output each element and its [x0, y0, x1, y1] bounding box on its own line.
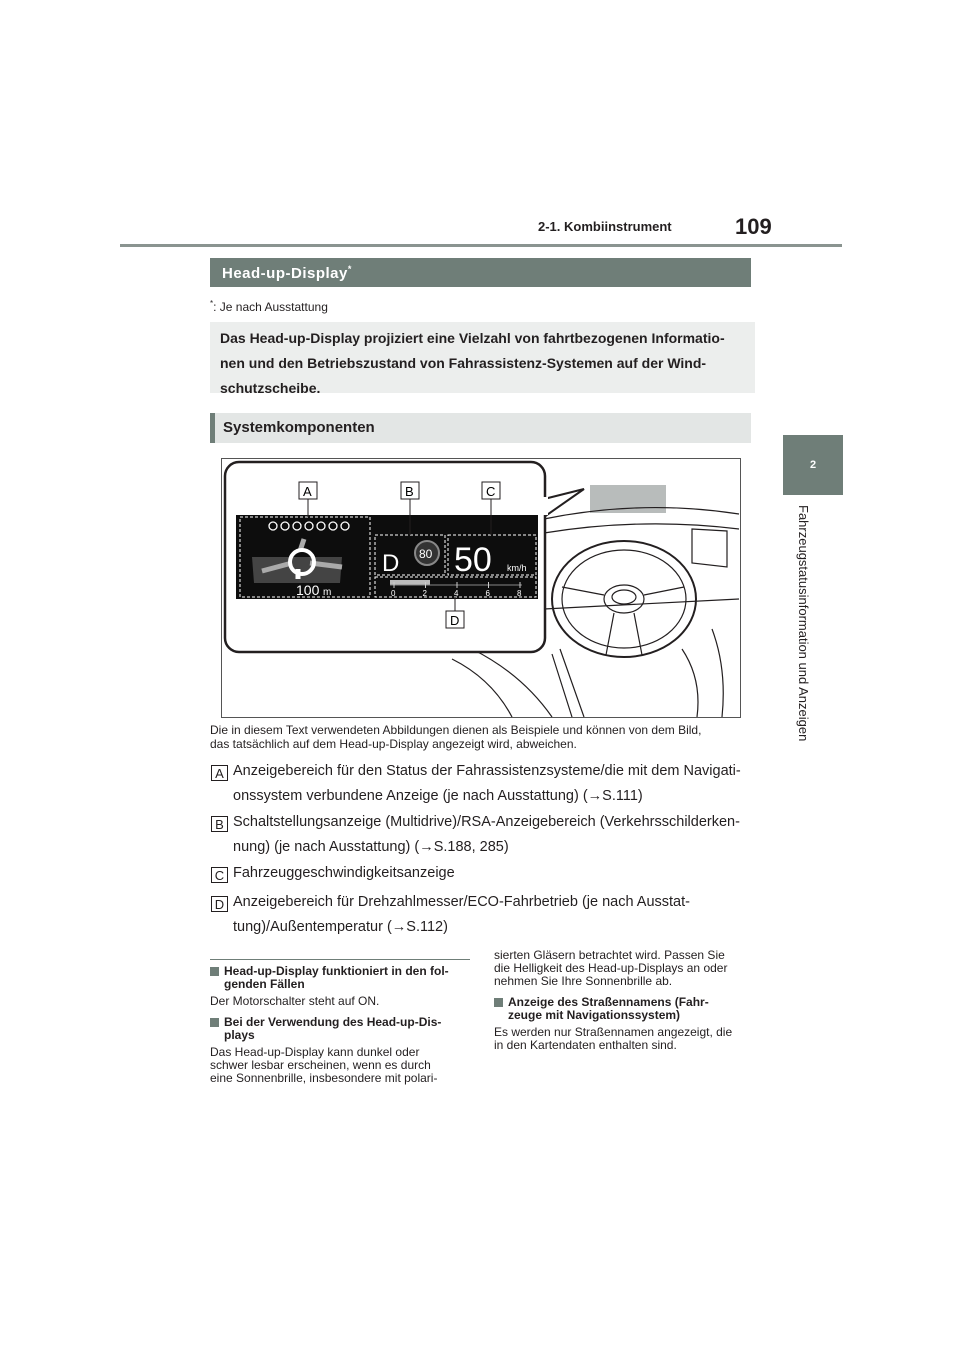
notes-left-column: [210, 965, 472, 1093]
item-a-text: [233, 759, 753, 809]
chapter-title: 2-1. Kombiinstrument: [538, 219, 672, 234]
caption-line: das tatsächlich auf dem Head-up-Display angezeigt wird, abweichen.: [210, 737, 577, 751]
footnote-text: : Je nach Ausstattung: [213, 300, 328, 314]
steering-wheel: [552, 541, 696, 657]
header-divider: [120, 244, 842, 247]
note-heading: [210, 1016, 472, 1042]
intro-line: schutzscheibe.: [220, 380, 321, 396]
rpm-tick-label: 2: [422, 589, 427, 598]
hud-display: [236, 515, 538, 599]
item-line[interactable]: onssystem verbundene Anzeige (je nach Ausstattung) (→S.111): [233, 788, 643, 804]
caption-line: Die in diesem Text verwendeten Abbildungen dienen als Beispiele und können von dem Bild,: [210, 723, 702, 737]
note-heading-line: zeuge mit Navigationssystem): [508, 1008, 681, 1022]
item-line[interactable]: nung) (je nach Ausstattung) (→S.188, 285): [233, 839, 509, 855]
note-heading-line: Head-up-Display funktioniert in den fol-: [224, 964, 449, 978]
rpm-tick-label: 8: [517, 589, 522, 598]
section-title-bar: [210, 258, 751, 287]
note-text-line: die Helligkeit des Head-up-Displays an oder: [494, 961, 728, 975]
callout-b: B: [405, 484, 414, 499]
hud-gear: D: [382, 550, 400, 577]
rpm-bar: [390, 580, 430, 585]
chapter-tab[interactable]: 2: [783, 435, 843, 495]
item-b-text: [233, 810, 753, 860]
item-d-text: [233, 890, 753, 940]
item-line: Schaltstellungsanzeige (Multidrive)/RSA-Anzeigebereich (Verkehrsschilderken-: [233, 814, 740, 830]
note-text-line: Das Head-up-Display kann dunkel oder: [210, 1045, 420, 1059]
footnote-mark: *: [210, 299, 214, 308]
footnote: [210, 299, 328, 314]
note-text: [494, 949, 756, 988]
page-number: 109: [735, 214, 772, 239]
intro-box: [210, 322, 755, 396]
note-text-line: Es werden nur Straßennamen angezeigt, die: [494, 1025, 733, 1039]
notes-divider: [210, 959, 470, 960]
note-text: [210, 1046, 472, 1085]
section-asterisk: *: [347, 264, 352, 274]
callout-c: C: [486, 484, 496, 499]
item-line: Anzeigebereich für den Status der Fahrassistenzsysteme/die mit dem Navigati-: [233, 763, 741, 779]
subsection-title: Systemkomponenten: [223, 419, 375, 436]
note-bullet-icon: [210, 967, 219, 976]
note-text-line: eine Sonnenbrille, insbesondere mit polari-: [210, 1071, 438, 1085]
note-bullet-icon: [210, 1018, 219, 1027]
item-c-text: [233, 861, 753, 886]
intro-text: [220, 326, 745, 401]
rpm-tick-label: 0: [391, 589, 396, 598]
rpm-tick-label: 6: [485, 589, 490, 598]
note-text-line: sierten Gläsern betrachtet wird. Passen Sie: [494, 948, 725, 962]
rpm-tick-label: 4: [454, 589, 459, 598]
note-text-line: schwer lesbar erscheinen, wenn es durch: [210, 1058, 431, 1072]
item-d-marker: D: [211, 896, 228, 912]
note-heading-line: Anzeige des Straßennamens (Fahr-: [508, 995, 709, 1009]
intro-line: nen und den Betriebszustand von Fahrassistenz-Systemen auf der Wind-: [220, 355, 707, 371]
hud-distance-unit: m: [323, 587, 332, 598]
note-heading: [494, 996, 756, 1022]
notes-right-column: [494, 949, 756, 1060]
section-title: [222, 264, 352, 282]
hud-speed-unit: km/h: [507, 563, 527, 573]
note-text-line: Der Motorschalter steht auf ON.: [210, 994, 380, 1008]
note-heading-line: plays: [224, 1028, 255, 1042]
item-line: Fahrzeuggeschwindigkeitsanzeige: [233, 865, 455, 881]
note-text-line: nehmen Sie Ihre Sonnenbrille ab.: [494, 974, 673, 988]
note-heading-line: Bei der Verwendung des Head-up-Dis-: [224, 1015, 442, 1029]
note-heading: [210, 965, 472, 991]
section-title-text: Head-up-Display: [222, 265, 348, 282]
note-bullet-icon: [494, 998, 503, 1007]
hud-speed-limit: 80: [419, 547, 433, 561]
note-text-line: in den Kartendaten enthalten sind.: [494, 1038, 677, 1052]
chapter-side-label-text: Fahrzeugstatusinformation und Anzeigen: [796, 505, 811, 742]
item-c-marker: C: [211, 867, 228, 883]
hud-figure: [221, 458, 741, 718]
note-text: [494, 1026, 756, 1052]
item-line: Anzeigebereich für Drehzahlmesser/ECO-Fahrbetrieb (je nach Ausstat-: [233, 894, 690, 910]
item-line[interactable]: tung)/Außentemperatur (→S.112): [233, 919, 448, 935]
callout-a: A: [303, 484, 312, 499]
item-b-marker: B: [211, 816, 228, 832]
note-heading-line: genden Fällen: [224, 977, 305, 991]
hud-distance: 100: [296, 582, 320, 598]
intro-line: Das Head-up-Display projiziert eine Vielzahl von fahrtbezogenen Informatio-: [220, 330, 725, 346]
note-text: [210, 995, 472, 1008]
figure-caption: [210, 723, 755, 751]
callout-d: D: [450, 613, 460, 628]
item-a-marker: A: [211, 765, 228, 781]
hud-speed: 50: [454, 541, 492, 579]
hud-illustration: [222, 459, 740, 717]
chapter-side-label: [797, 505, 827, 755]
subsection-bar: [210, 413, 751, 443]
